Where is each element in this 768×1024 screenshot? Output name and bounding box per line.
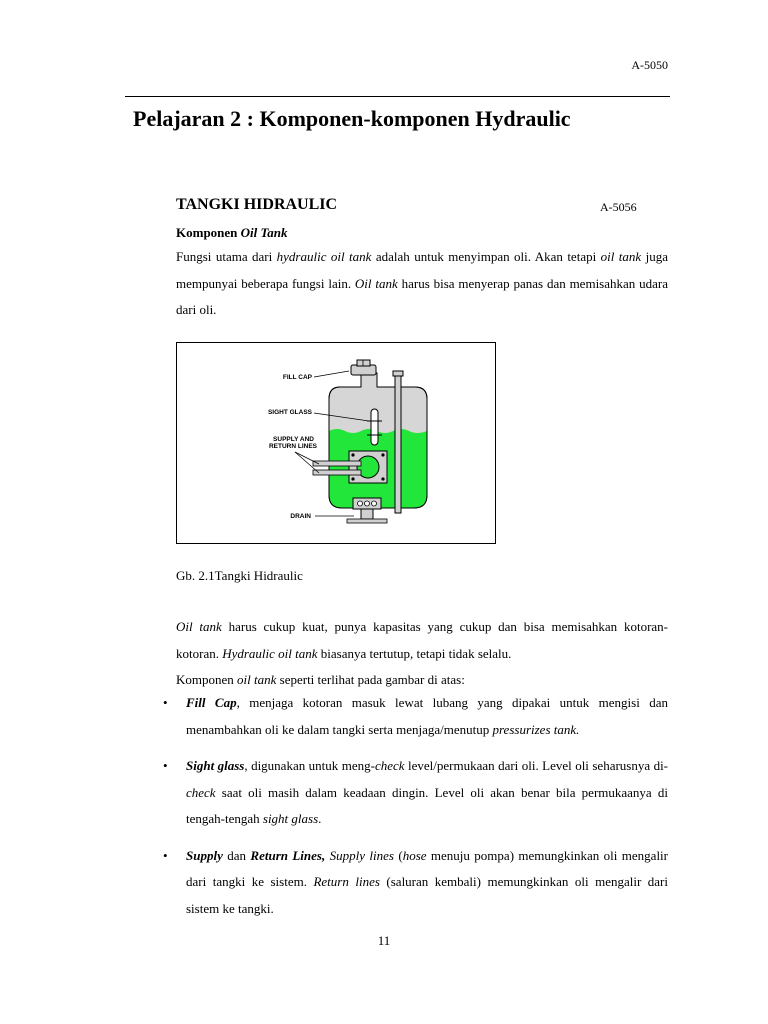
label-sight-glass: SIGHT GLASS [267,409,312,416]
section-title: TANGKI HIDRAULIC [176,196,338,213]
header-rule [125,96,670,97]
bullet-marker: • [163,695,168,710]
paragraph-2: Oil tank harus cukup kuat, punya kapasitas yang cukup dan bisa memisahkan kotoran-kotoran. Hydraulic oil tank biasanya tertutup, tetapi tidak selalu. Komponen oil tank seperti terlihat pada gambar di atas: [176,619,668,687]
fill-cap [351,360,376,375]
hydraulic-tank-figure [176,342,496,544]
component-list [163,690,668,932]
supply-return-fitting [313,451,387,483]
label-fill-cap: FILL CAP [282,374,312,381]
section-code: A-5056 [600,200,637,214]
lesson-title: Pelajaran 2 : Komponen-komponen Hydraulic [133,106,571,131]
figure-caption: Gb. 2.1Tangki Hidraulic [176,568,303,583]
list-item-fill-cap: • Fill Cap, menjaga kotoran masuk lewat lubang yang dipakai untuk mengisi dan menambahkan oli ke dalam tangki serta menjaga/menutup pressurizes tank. [163,690,668,743]
bullet-marker: • [163,847,168,863]
drain-plug [347,498,387,523]
vent-pipe [393,371,403,513]
bullet-marker: • [163,758,168,773]
list-item-supply-return: • Supply dan Return Lines, Supply lines (hose menuju pompa) memungkinkan oli mengalir dari tangki ke sistem. Return lines (saluran kembali) memungkinkan oli mengalir dari sistem ke tangki. [163,843,668,923]
hydraulic-tank-diagram [177,343,495,543]
document-code: A-5050 [631,58,668,72]
list-item-sight-glass: • Sight glass, digunakan untuk meng-check level/permukaan dari oli. Level oli seharusnya di-check saat oli masih dalam keadaan dingin. Level oli akan benar bila permukaanya di tengah-tengah sight glass. [163,753,668,833]
intro-paragraph: Fungsi utama dari hydraulic oil tank adalah untuk menyimpan oli. Akan tetapi oil tank juga mempunyai beberapa fungsi lain. Oil tank harus bisa menyerap panas dan memisahkan udara dari oli. [176,249,668,317]
subsection-title: Komponen Oil Tank [176,225,288,240]
page-number: 11 [377,933,391,948]
label-supply-return-2: RETURN LINES [268,443,317,450]
label-supply-return-1: SUPPLY AND [273,436,314,443]
label-drain: DRAIN [290,513,311,520]
